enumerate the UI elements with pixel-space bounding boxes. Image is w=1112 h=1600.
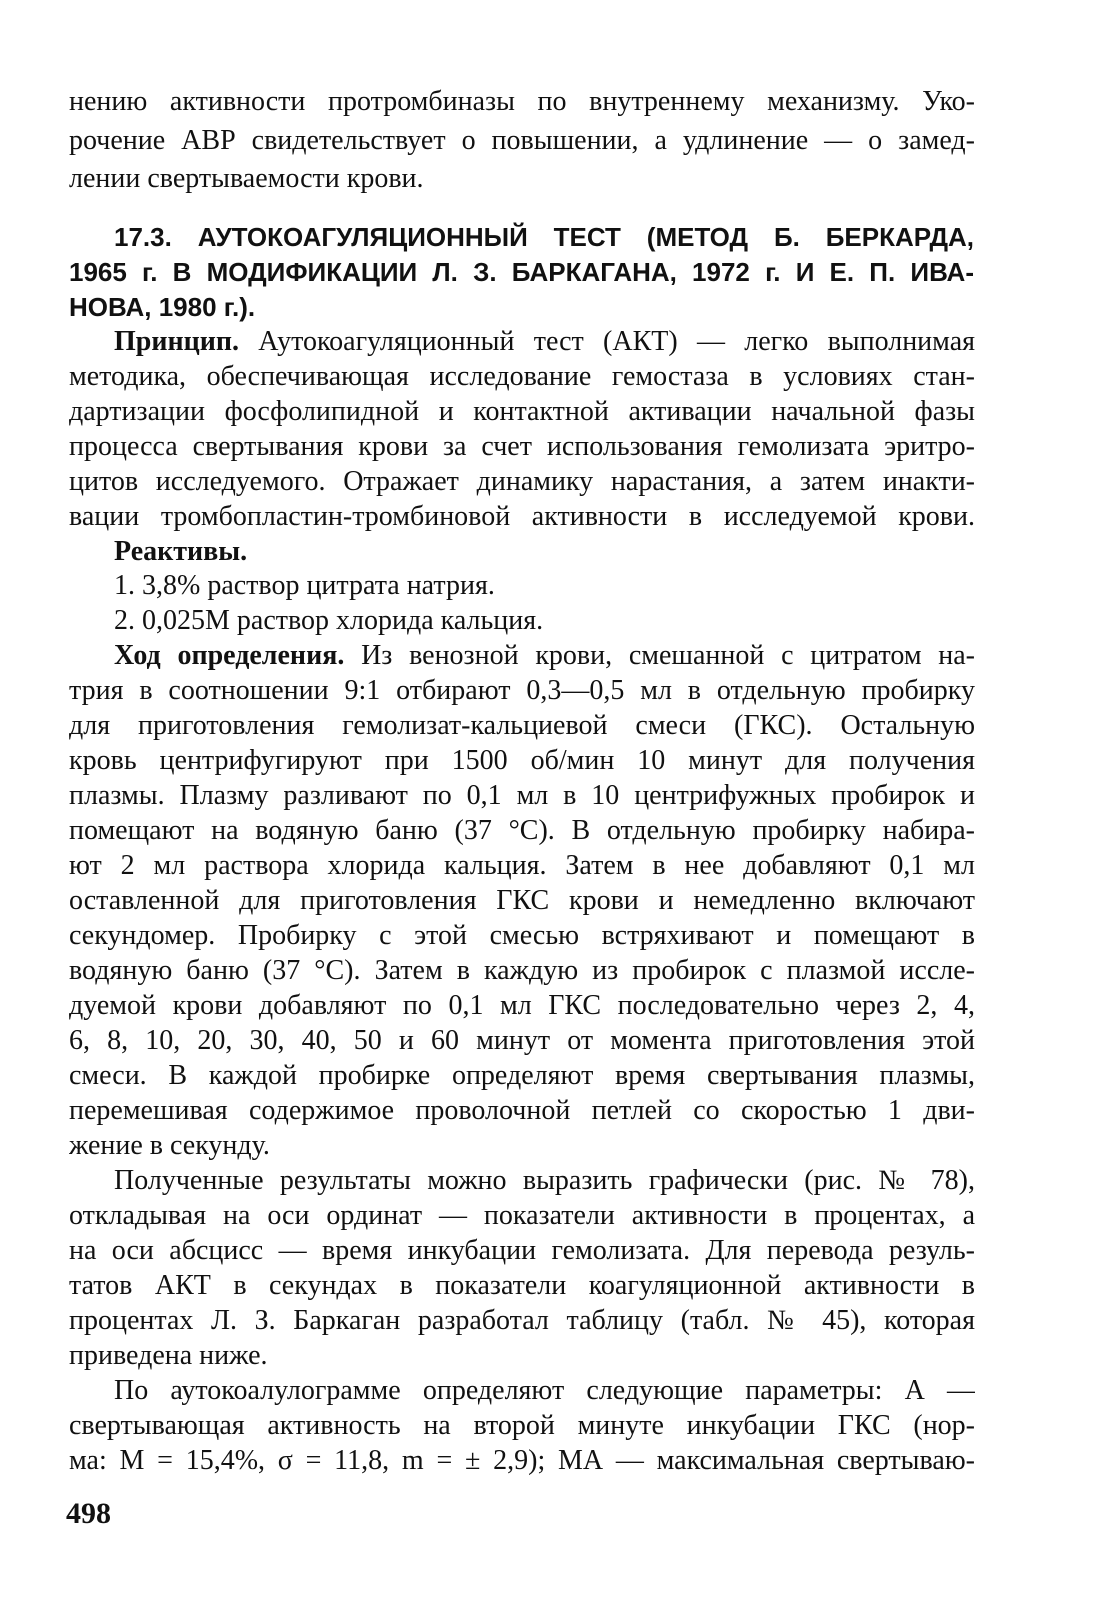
section-heading-line-2: 1965 г. В МОДИФИКАЦИИ Л. З. БАРКАГАНА, 1972 г. И Е. П. ИВА- — [69, 257, 974, 287]
principle-line-3: дартизации фосфолипидной и контактной активации начальной фазы — [69, 396, 975, 427]
principle-line-2: методика, обеспечивающая исследование гемостаза в условиях стан- — [69, 361, 975, 392]
procedure-line-9: секундомер. Пробирку с этой смесью встряхивают и помещают в — [69, 920, 975, 951]
results-line-6: приведена ниже. — [69, 1340, 268, 1371]
procedure-line-15: жение в секунду. — [69, 1130, 270, 1161]
results-line-3: на оси абсцисс — время инкубации гемолизата. Для перевода резуль- — [69, 1235, 975, 1266]
parameters-line-1: По аутокоалулограмме определяют следующие параметры: А — — [114, 1375, 975, 1406]
results-line-4: татов АКТ в секундах в показатели коагуляционной активности в — [69, 1270, 975, 1301]
procedure-line-5: плазмы. Плазму разливают по 0,1 мл в 10 центрифужных пробирок и — [69, 780, 975, 811]
procedure-line-12: 6, 8, 10, 20, 30, 40, 50 и 60 минут от момента приготовления этой — [69, 1025, 975, 1056]
intro-line-3: лении свертываемости крови. — [69, 163, 424, 194]
principle-line-1-text: Аутокоагуляционный тест (АКТ) — легко выполнимая — [239, 326, 975, 357]
reagents-label: Реактивы. — [114, 536, 248, 567]
procedure-line-6: помещают на водяную баню (37 °С). В отдельную пробирку набира- — [69, 815, 975, 846]
principle-line-6: вации тромбопластин-тромбиновой активности в исследуемой крови. — [69, 501, 975, 532]
parameters-line-2: свертывающая активность на второй минуте инкубации ГКС (нор- — [69, 1410, 975, 1441]
principle-line-1 — [114, 324, 975, 360]
procedure-line-8: оставленной для приготовления ГКС крови и немедленно включают — [69, 885, 975, 916]
procedure-line-4: кровь центрифугируют при 1500 об/мин 10 минут для получения — [69, 745, 975, 776]
procedure-line-11: дуемой крови добавляют по 0,1 мл ГКС последовательно через 2, 4, — [69, 990, 975, 1021]
procedure-line-7: ют 2 мл раствора хлорида кальция. Затем в нее добавляют 0,1 мл — [69, 850, 975, 881]
principle-line-5: цитов исследуемого. Отражает динамику нарастания, а затем инакти- — [69, 466, 975, 497]
section-heading-line-1: 17.3. АУТОКОАГУЛЯЦИОННЫЙ ТЕСТ (МЕТОД Б. БЕРКАРДА, — [114, 222, 974, 252]
results-line-5: процентах Л. З. Баркаган разработал таблицу (табл. № 45), которая — [69, 1305, 975, 1336]
reagent-item-2: 2. 0,025М раствор хлорида кальция. — [114, 605, 544, 636]
procedure-line-14: перемешивая содержимое проволочной петлей со скоростью 1 дви- — [69, 1095, 975, 1126]
procedure-line-1-text: Из венозной крови, смешанной с цитратом на- — [344, 640, 975, 671]
procedure-label: Ход определения. — [114, 640, 345, 671]
procedure-line-3: для приготовления гемолизат-кальциевой смеси (ГКС). Остальную — [69, 710, 975, 741]
intro-line-2: рочение АВР свидетельствует о повышении, а удлинение — о замед- — [69, 125, 975, 156]
page-number: 498 — [66, 1497, 111, 1530]
results-line-1: Полученные результаты можно выразить графически (рис. № 78), — [114, 1165, 975, 1196]
principle-line-4: процесса свертывания крови за счет использования гемолизата эритро- — [69, 431, 975, 462]
intro-line-1: нению активности протромбиназы по внутреннему механизму. Уко- — [69, 86, 975, 117]
parameters-line-3: ма: М = 15,4%, σ = 11,8, m = ± 2,9); МА — максимальная свертываю- — [69, 1445, 975, 1476]
results-line-2: откладывая на оси ординат — показатели активности в процентах, а — [69, 1200, 975, 1231]
procedure-line-1 — [114, 638, 975, 674]
principle-label: Принцип. — [114, 326, 240, 357]
section-heading-line-3: НОВА, 1980 г.). — [69, 292, 256, 322]
procedure-line-2: трия в соотношении 9:1 отбирают 0,3—0,5 мл в отдельную пробирку — [69, 675, 975, 706]
reagent-item-1: 1. 3,8% раствор цитрата натрия. — [114, 570, 495, 601]
procedure-line-10: водяную баню (37 °С). Затем в каждую из пробирок с плазмой иссле- — [69, 955, 975, 986]
procedure-line-13: смеси. В каждой пробирке определяют время свертывания плазмы, — [69, 1060, 975, 1091]
